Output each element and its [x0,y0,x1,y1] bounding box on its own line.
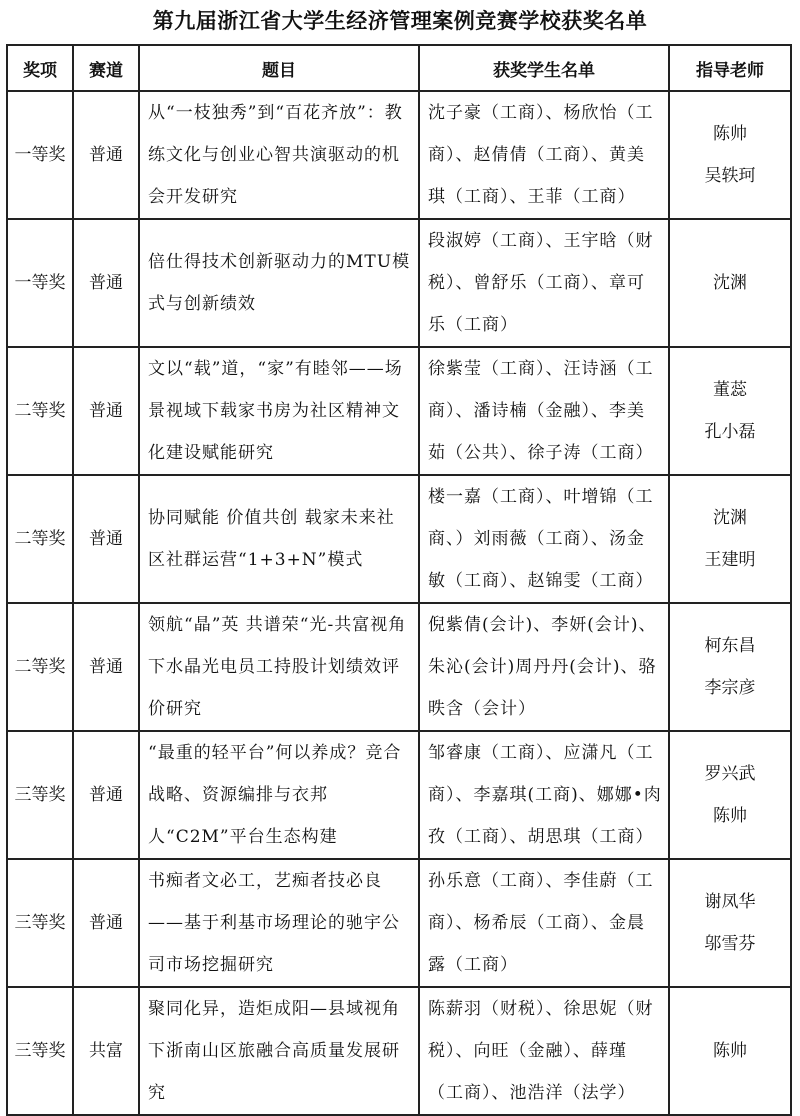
teacher-name: 董蕊 [713,380,747,400]
teacher-name: 邬雪芬 [704,934,756,954]
teacher-name: 王建明 [704,550,756,570]
document-title: 第九届浙江省大学生经济管理案例竞赛学校获奖名单 [152,9,648,33]
teachers-cell [669,91,791,219]
students-cell: 徐紫莹（工商）、汪诗涵（工商）、潘诗楠（金融）、李美茹（公共）、徐子涛（工商） [419,347,669,475]
track-cell: 普通 [73,859,139,987]
students-cell: 邹睿康（工商）、应潇凡（工商）、李嘉琪(工商)、娜娜•肉孜（工商）、胡思琪（工商） [419,731,669,859]
teacher-name: 吴轶珂 [704,166,756,186]
award-cell: 二等奖 [7,347,73,475]
table-row [7,731,791,859]
teachers-cell [669,219,791,347]
teacher-name: 谢凤华 [704,892,756,912]
award-cell: 二等奖 [7,603,73,731]
topic-cell: 协同赋能 价值共创 载家未来社区社群运营“1+3+N”模式 [139,475,419,603]
topic-cell: 书痴者文必工，艺痴者技必良——基于利基市场理论的驰宇公司市场挖掘研究 [139,859,419,987]
students-cell: 沈子豪（工商）、杨欣怡（工商）、赵倩倩（工商）、黄美琪（工商）、王菲（工商） [419,91,669,219]
students-cell: 孙乐意（工商）、李佳蔚（工商）、杨希辰（工商）、金晨露（工商） [419,859,669,987]
track-cell: 普通 [73,475,139,603]
teachers-cell [669,603,791,731]
table-row [7,347,791,475]
header-award: 奖项 [7,45,73,91]
table-row [7,987,791,1115]
teachers-cell [669,987,791,1115]
teacher-name: 沈渊 [713,508,747,528]
award-cell: 二等奖 [7,475,73,603]
table-row [7,219,791,347]
students-cell: 倪紫倩(会计)、李妍(会计)、朱沁(会计)周丹丹(会计)、骆昳含（会计） [419,603,669,731]
topic-cell: 聚同化异，造炬成阳—县域视角下浙南山区旅融合高质量发展研究 [139,987,419,1115]
header-track: 赛道 [73,45,139,91]
students-cell: 段淑婷（工商）、王宇晗（财税）、曾舒乐（工商）、章可乐（工商） [419,219,669,347]
teacher-name: 孔小磊 [704,422,756,442]
header-topic: 题目 [139,45,419,91]
topic-cell: 领航“晶”英 共谱荣“光-共富视角下水晶光电员工持股计划绩效评价研究 [139,603,419,731]
table-row [7,91,791,219]
teacher-name: 罗兴武 [704,764,756,784]
table-row [7,859,791,987]
header-teachers: 指导老师 [669,45,791,91]
award-cell: 三等奖 [7,859,73,987]
teacher-name: 李宗彦 [704,678,756,698]
topic-cell: “最重的轻平台”何以养成？竞合战略、资源编排与衣邦人“C2M”平台生态构建 [139,731,419,859]
track-cell: 普通 [73,731,139,859]
teacher-name: 柯东昌 [704,636,756,656]
track-cell: 普通 [73,219,139,347]
teachers-cell [669,475,791,603]
teacher-name: 陈帅 [713,806,747,826]
header-students: 获奖学生名单 [419,45,669,91]
teachers-cell [669,859,791,987]
track-cell: 普通 [73,91,139,219]
teacher-name: 沈渊 [713,273,747,293]
award-cell: 一等奖 [7,219,73,347]
topic-cell: 倍仕得技术创新驱动力的MTU模式与创新绩效 [139,219,419,347]
teachers-cell [669,731,791,859]
teachers-cell [669,347,791,475]
table-row [7,603,791,731]
topic-cell: 从“一枝独秀”到“百花齐放”：教练文化与创业心智共演驱动的机会开发研究 [139,91,419,219]
track-cell: 普通 [73,347,139,475]
award-cell: 三等奖 [7,987,73,1115]
students-cell: 楼一嘉（工商）、叶增锦（工商、）刘雨薇（工商）、汤金敏（工商）、赵锦雯（工商） [419,475,669,603]
track-cell: 普通 [73,603,139,731]
track-cell: 共富 [73,987,139,1115]
topic-cell: 文以“载”道，“家”有睦邻——场景视域下载家书房为社区精神文化建设赋能研究 [139,347,419,475]
header-row [7,45,791,91]
award-cell: 三等奖 [7,731,73,859]
table-row [7,475,791,603]
students-cell: 陈薪羽（财税）、徐思妮（财税）、向旺（金融）、薛瑾（工商）、池浩洋（法学） [419,987,669,1115]
award-cell: 一等奖 [7,91,73,219]
teacher-name: 陈帅 [713,1041,747,1061]
teacher-name: 陈帅 [713,124,747,144]
award-table [6,44,792,1116]
